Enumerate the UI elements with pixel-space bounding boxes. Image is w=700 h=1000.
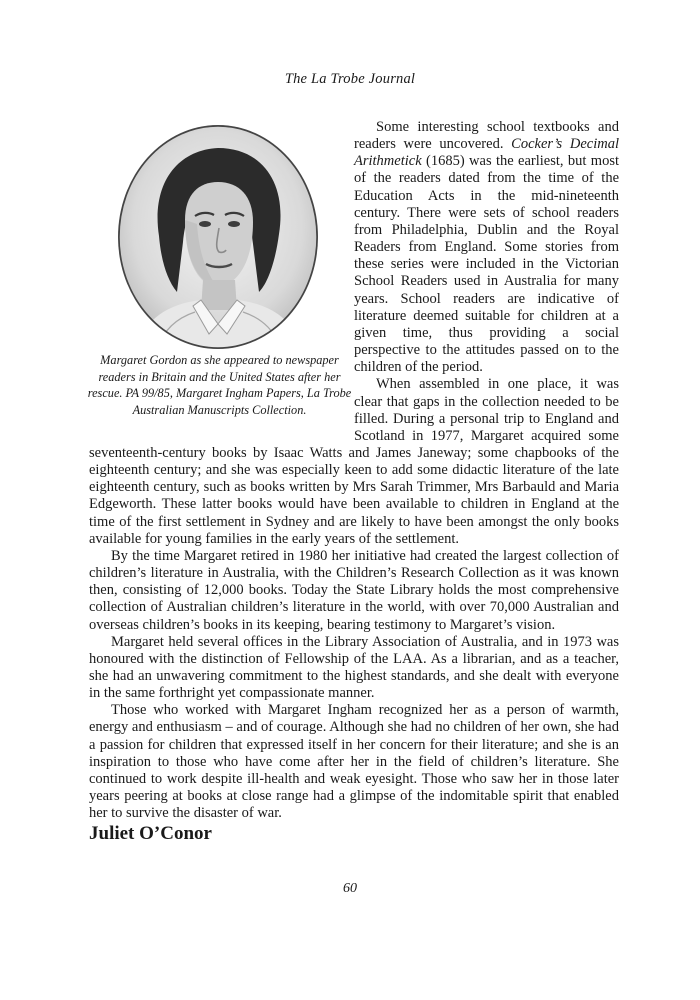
figure-caption: Margaret Gordon as she appeared to newspaper readers in Britain and the United States after her rescue. PA 99/85, Margaret Ingham Papers, La Trobe Australian Manuscripts Collection. [87, 353, 352, 417]
running-header: The La Trobe Journal [284, 71, 416, 87]
paragraph-5: Those who worked with Margaret Ingham recognized her as a person of warmth, energy and enthusiasm – and of courage. Although she had no children of her own, she had a passion for children that expressed itself in her concern for their literature; and she is an inspiration to those who have come after her in the field of children’s literature. She continued to work despite ill-health and weak eyesight. Those who saw her in those later years peering at books at close range had a glimpse of the indomitable spirit that enabled her to survive the disaster of war. [89, 702, 619, 822]
paragraph-4: Margaret held several offices in the Library Association of Australia, and in 1973 was honoured with the distinction of Fellowship of the LAA. As a librarian, and as a teacher, she had an unwavering commitment to the highest standards, and she dealt with everyone in the same forthright yet compassionate manner. [89, 633, 619, 702]
paragraph-1-lead: Some interesting school textbooks and readers were uncovered. [354, 119, 619, 153]
paragraph-3: By the time Margaret retired in 1980 her initiative had created the largest collection of children’s literature in Australia, with the Children’s Research Collection as it was known then, consisting of 12,000 books. Today the State Library holds the most comprehensive collection of Australian children’s literature in the world, with over 70,000 Australian and overseas children’s books in its keeping, bearing testimony to Margaret’s vision. [89, 547, 619, 633]
figure-float-space [89, 119, 354, 440]
paragraph-2: When assembled in one place, it was clear that gaps in the collection needed to be filled. During a personal trip to England and Scotland in 1977, Margaret acquired some seventeenth-century books by Isaac Watts and James Janeway; some chapbooks of the eighteenth century; and she was especially keen to add some didactic literature of the late eighteenth century, such as books written by Mrs Sarah Trimmer, Mrs Barbauld and Maria Edgeworth. These latter books would have been available to children in England at the time of the first settlement in Sydney and are likely to have been amongst the only books available for young families in the early years of the settlement. [89, 376, 619, 547]
book-title: Cocker’s Decimal Arithmetick [354, 136, 619, 170]
paragraph-1-rest: (1685) was the earliest, but most of the readers dated from the time of the Education Acts in the mid-nineteenth century. There were sets of school readers from Philadelphia, Dublin and the Royal Readers from England. Some stories from these series were included in the Victorian School Readers used in Australia for many years. School readers are indicative of literature deemed suitable for children at a given time, thus providing a social perspective to the attitudes passed on to the children of the period. [354, 153, 619, 376]
article-body [89, 119, 619, 822]
page-number: 60 [343, 881, 357, 896]
author-name: Juliet O’Conor [89, 823, 212, 844]
